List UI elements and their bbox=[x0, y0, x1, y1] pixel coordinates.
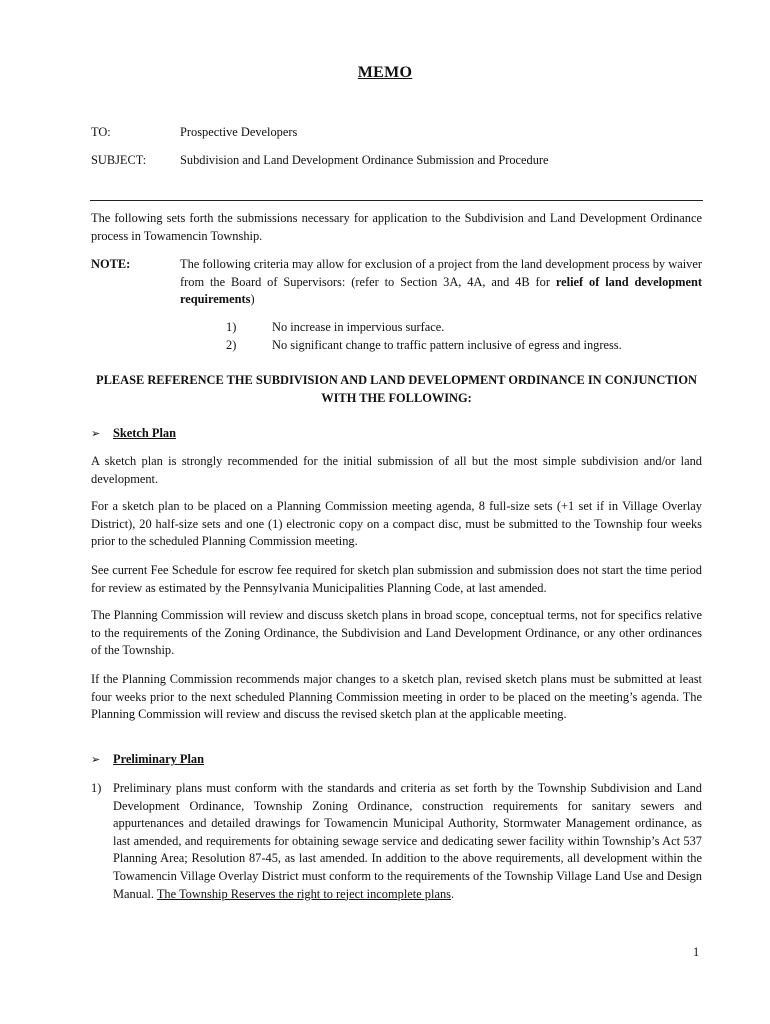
intro-paragraph: The following sets forth the submissions necessary for application to the Subdivision and Land Development Ordinance process in Towamencin Township. bbox=[91, 211, 702, 243]
page-number: 1 bbox=[693, 945, 700, 959]
sketch-paragraph: If the Planning Commission recommends major changes to a sketch plan, revised sketch plans must be submitted at least four weeks prior to the next scheduled Planning Commission meeting in order to be placed on the meeting’s agenda. The Planning Commission will review and discuss the revised sketch plan at the applicable meeting. bbox=[91, 672, 702, 722]
subject-value: Subdivision and Land Development Ordinance Submission and Procedure bbox=[180, 153, 549, 167]
subject-label: SUBJECT: bbox=[91, 153, 147, 167]
note-text-after: ) bbox=[250, 292, 255, 307]
note-label: NOTE: bbox=[91, 257, 131, 271]
note-item-text: No significant change to traffic pattern inclusive of egress and ingress. bbox=[272, 338, 622, 352]
reference-heading: PLEASE REFERENCE THE SUBDIVISION AND LAND DEVELOPMENT ORDINANCE IN CONJUNCTION WITH THE FOLLOWING: bbox=[96, 373, 697, 405]
preliminary-plan-title: Preliminary Plan bbox=[113, 752, 204, 766]
preliminary-item-number: 1) bbox=[91, 781, 102, 795]
memo-title: MEMO bbox=[357, 64, 413, 81]
arrow-bullet-icon: ➢ bbox=[91, 427, 101, 440]
preliminary-item bbox=[91, 780, 702, 903]
preliminary-plan-heading bbox=[91, 751, 204, 769]
sketch-paragraph: For a sketch plan to be placed on a Planning Commission meeting agenda, 8 full-size sets (+1 set if in Village Overlay District), 20 half-size sets and one (1) electronic copy on a compact disc, must be submitted to the Township four weeks prior to the scheduled Planning Commission meeting. bbox=[91, 499, 702, 549]
reject-incomplete-note: The Township Reserves the right to reject incomplete plans bbox=[156, 886, 451, 901]
note-text-bold: relief of land development requirements bbox=[180, 274, 702, 307]
sketch-paragraph: The Planning Commission will review and discuss sketch plans in broad scope, conceptual terms, not for specifics relative to the requirements of the Zoning Ordinance, the Subdivision and Land Development Ordinance, or any other ordinances of the Township. bbox=[91, 608, 702, 658]
sketch-paragraph: A sketch plan is strongly recommended for the initial submission of all but the most simple subdivision and/or land development. bbox=[91, 454, 702, 486]
sketch-plan-heading bbox=[91, 425, 176, 443]
sketch-paragraph: See current Fee Schedule for escrow fee required for sketch plan submission and submission does not start the time period for review as estimated by the Pennsylvania Municipalities Planning Code, at last amended. bbox=[91, 563, 702, 595]
note-item-number: 1) bbox=[226, 320, 237, 334]
preliminary-item-end: . bbox=[450, 886, 455, 901]
sketch-plan-title: Sketch Plan bbox=[113, 426, 176, 440]
note-item-number: 2) bbox=[226, 338, 237, 352]
preliminary-item-text bbox=[113, 780, 702, 903]
to-label: TO: bbox=[91, 125, 111, 139]
arrow-bullet-icon: ➢ bbox=[91, 753, 101, 766]
note-text bbox=[180, 256, 702, 309]
header-divider bbox=[90, 200, 703, 201]
preliminary-item-body: Preliminary plans must conform with the standards and criteria as set forth by the Township Subdivision and Land Development Ordinance, Township Zoning Ordinance, construction requirements for sanitary sewers and appurtenances and detailed drawings for Towamencin Municipal Authority, Stormwater Management ordinance, as last amended, and requirements for obtaining sewage service and dedicating sewer facility within Township’s Act 537 Planning Area; Resolution 87-45, as last amended. In addition to the above requirements, all development within the Towamencin Village Overlay District must conform to the requirements of the Township Village Land Use and Design Manual. bbox=[113, 781, 702, 901]
note-item-text: No increase in impervious surface. bbox=[272, 320, 445, 334]
to-value: Prospective Developers bbox=[180, 125, 298, 139]
note-text-before: The following criteria may allow for exclusion of a project from the land development process by waiver from the Board of Supervisors: (refer to Section 3A, 4A, and 4B for bbox=[180, 257, 702, 289]
